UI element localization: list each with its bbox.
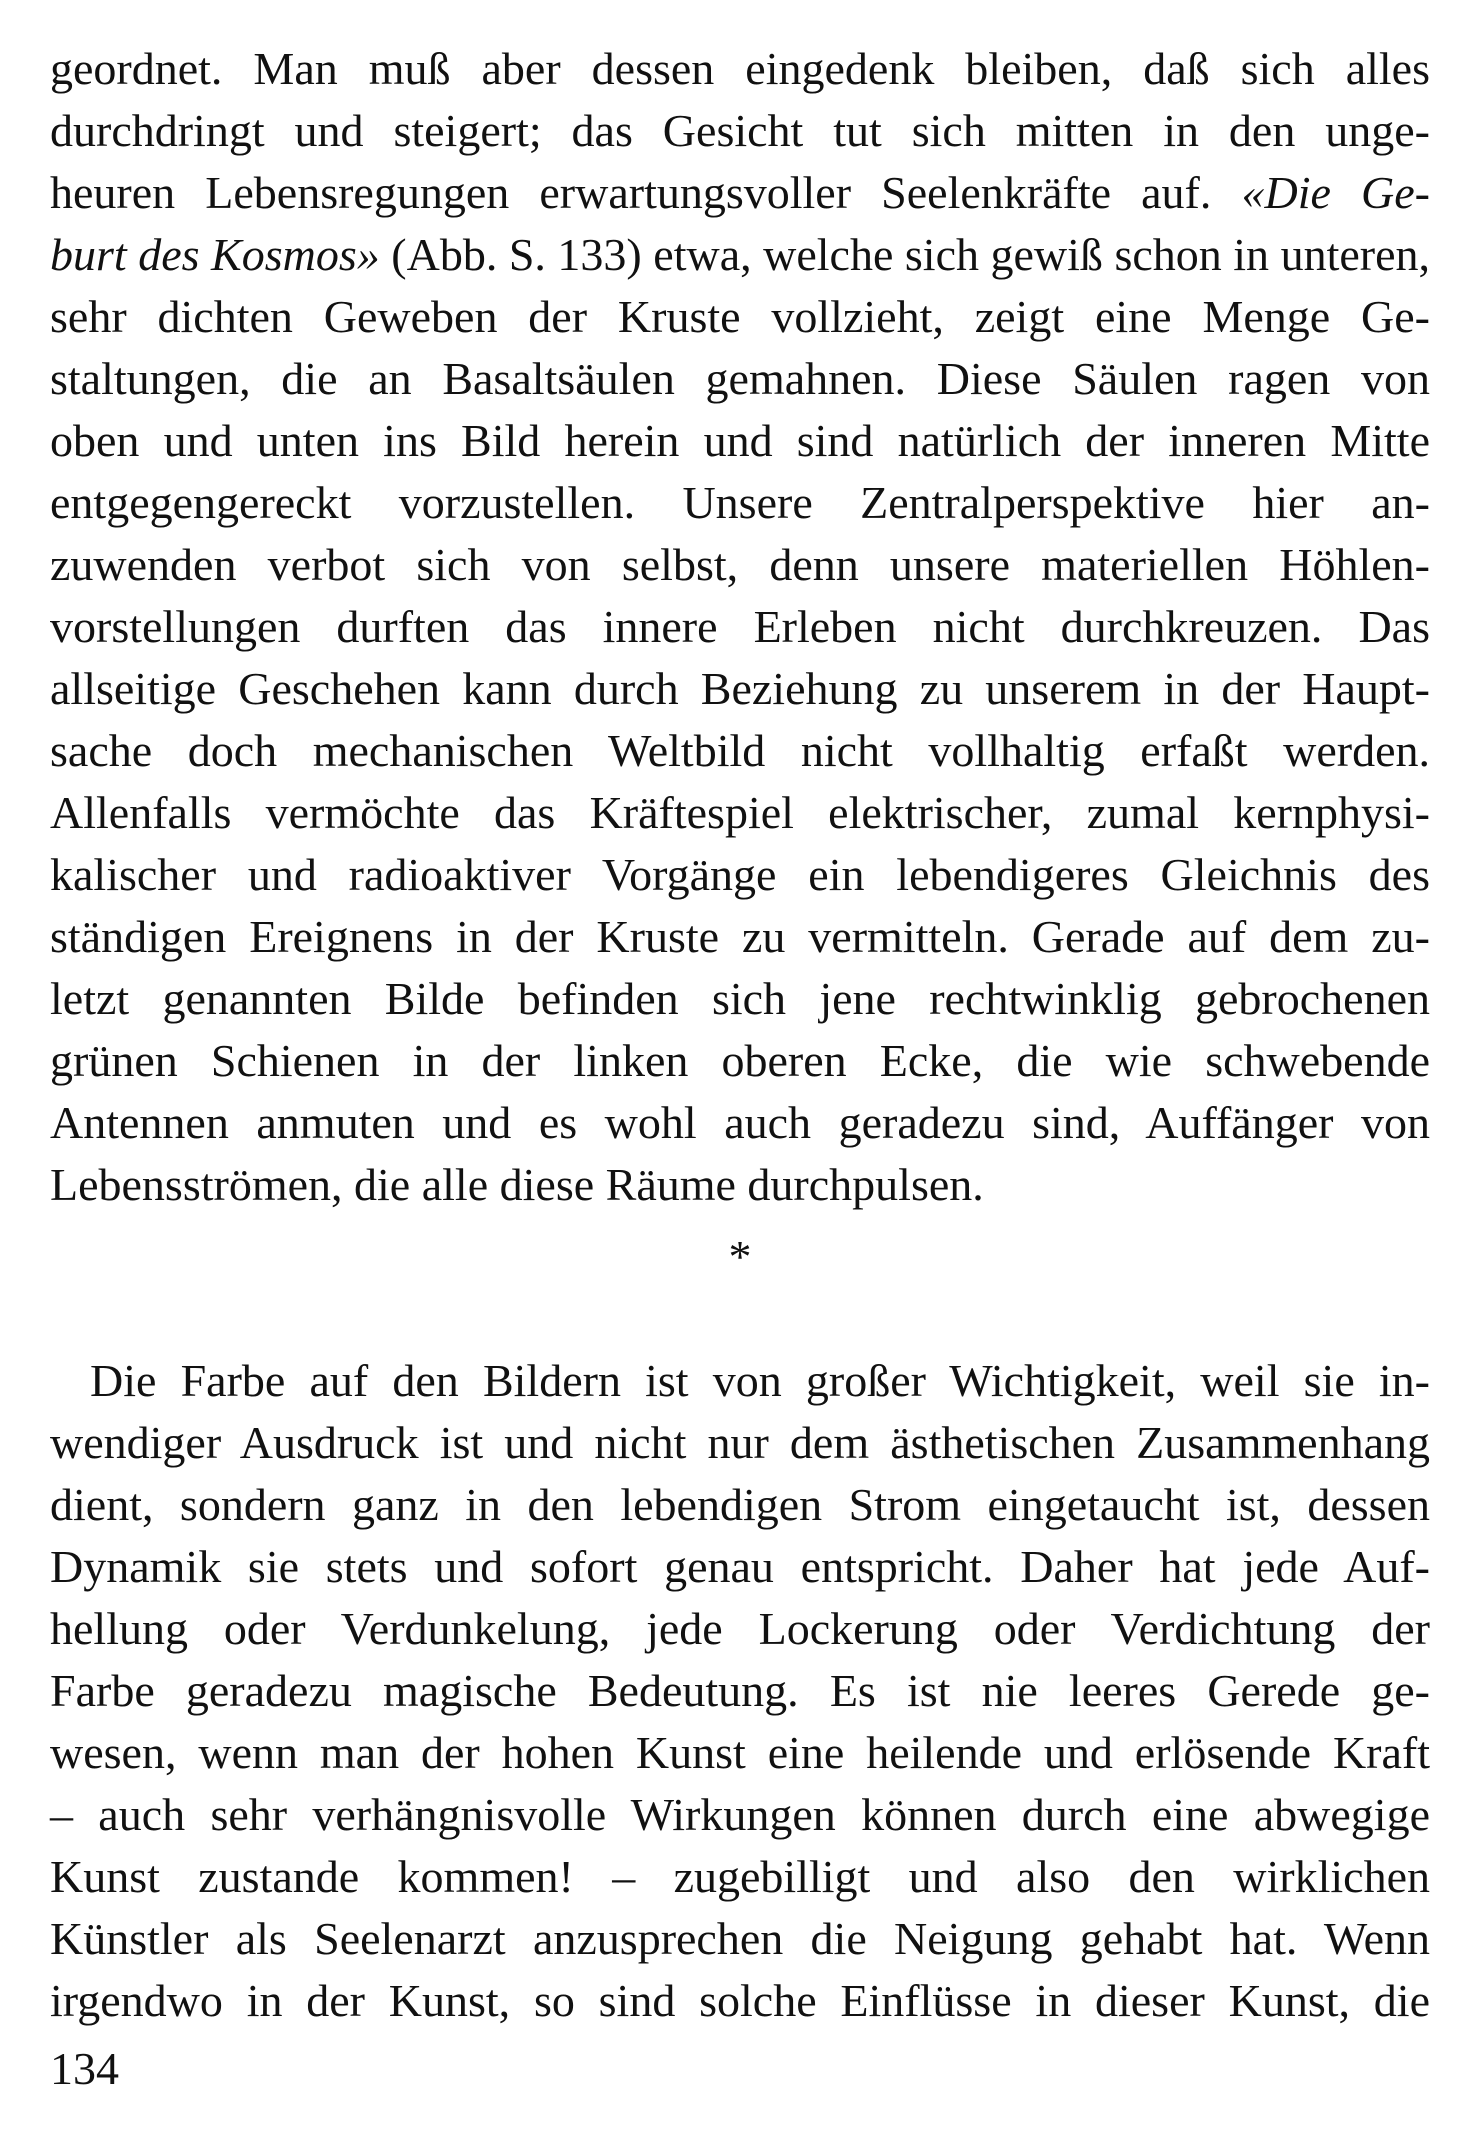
text-line: Farbe geradezu magische Bedeutung. Es ist nie leeres Gerede ge- <box>50 1665 1430 1716</box>
text-line: oben und unten ins Bild herein und sind natürlich der inneren Mitte <box>50 415 1430 466</box>
paragraph-2 <box>50 1350 1430 2032</box>
text-line: Antennen anmuten und es wohl auch geradezu sind, Auffänger von <box>50 1097 1430 1148</box>
artwork-title-part-2: burt des Kosmos» <box>50 229 380 280</box>
text-line: – auch sehr verhängnisvolle Wirkungen können durch eine abwegige <box>50 1789 1430 1840</box>
book-page <box>50 38 1431 2026</box>
text-line: kalischer und radioaktiver Vorgänge ein lebendigeres Gleichnis des <box>50 849 1430 900</box>
page-number: 134 <box>50 2043 119 2094</box>
text-segment: heuren Lebensregungen erwartungsvoller Seelenkräfte auf. <box>50 167 1212 218</box>
text-line <box>50 224 1430 286</box>
text-line: sehr dichten Geweben der Kruste vollzieht, zeigt eine Menge Ge- <box>50 291 1430 342</box>
text-line: Lebensströmen, die alle diese Räume durchpulsen. <box>50 1159 984 1210</box>
text-line: zuwenden verbot sich von selbst, denn unsere materiellen Höhlen- <box>50 539 1430 590</box>
text-line <box>50 162 1430 224</box>
text-line: entgegengereckt vorzustellen. Unsere Zentralperspektive hier an- <box>50 477 1430 528</box>
text-line: Allenfalls vermöchte das Kräftespiel elektrischer, zumal kernphysi- <box>50 787 1430 838</box>
artwork-title-part-1: «Die Ge- <box>1241 167 1431 218</box>
text-line: wesen, wenn man der hohen Kunst eine heilende und erlösende Kraft <box>50 1727 1430 1778</box>
text-line: Dynamik sie stets und sofort genau entspricht. Daher hat jede Auf- <box>50 1541 1430 1592</box>
text-line: wendiger Ausdruck ist und nicht nur dem ästhetischen Zusammenhang <box>50 1417 1430 1468</box>
section-separator: * <box>728 1231 752 1282</box>
text-line: Kunst zustande kommen! – zugebilligt und also den wirklichen <box>50 1851 1430 1902</box>
text-line: letzt genannten Bilde befinden sich jene rechtwinklig gebrochenen <box>50 973 1430 1024</box>
text-line: hellung oder Verdunkelung, jede Lockerung oder Verdichtung der <box>50 1603 1430 1654</box>
text-segment: (Abb. S. 133) etwa, welche sich gewiß schon in unteren, <box>391 229 1431 280</box>
text-line: sache doch mechanischen Weltbild nicht vollhaltig erfaßt werden. <box>50 725 1430 776</box>
text-line: dient, sondern ganz in den lebendigen Strom eingetaucht ist, dessen <box>50 1479 1430 1530</box>
text-line: irgendwo in der Kunst, so sind solche Einflüsse in dieser Kunst, die <box>50 1975 1430 2026</box>
text-line: Künstler als Seelenarzt anzusprechen die Neigung gehabt hat. Wenn <box>50 1913 1430 1964</box>
text-line: durchdringt und steigert; das Gesicht tut sich mitten in den unge- <box>50 105 1430 156</box>
paragraph-1 <box>50 38 1430 1216</box>
text-line: grünen Schienen in der linken oberen Ecke, die wie schwebende <box>50 1035 1430 1086</box>
text-line: staltungen, die an Basaltsäulen gemahnen. Diese Säulen ragen von <box>50 353 1430 404</box>
text-line: allseitige Geschehen kann durch Beziehung zu unserem in der Haupt- <box>50 663 1430 714</box>
text-line: vorstellungen durften das innere Erleben nicht durchkreuzen. Das <box>50 601 1430 652</box>
text-line: ständigen Ereignens in der Kruste zu vermitteln. Gerade auf dem zu- <box>50 911 1430 962</box>
text-line: geordnet. Man muß aber dessen eingedenk bleiben, daß sich alles <box>50 43 1430 94</box>
text-line: Die Farbe auf den Bildern ist von großer Wichtigkeit, weil sie in- <box>90 1355 1430 1406</box>
